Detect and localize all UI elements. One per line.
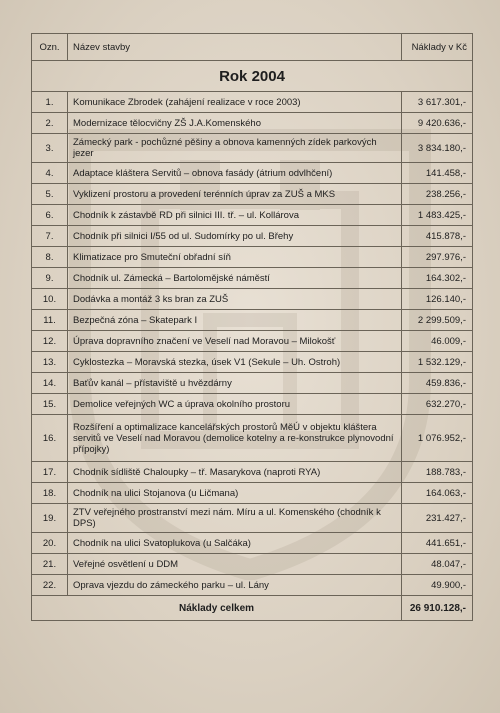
table-row: [32, 483, 473, 504]
cell-num: 4.: [32, 163, 68, 184]
cell-cost: 297.976,-: [402, 247, 473, 268]
cell-num: 3.: [32, 134, 68, 163]
year-row: [32, 61, 473, 92]
cell-cost: 46.009,-: [402, 331, 473, 352]
cell-num: 16.: [32, 415, 68, 462]
cell-name: Úprava dopravního značení ve Veselí nad Moravou – Milokošť: [68, 331, 402, 352]
table-row: [32, 394, 473, 415]
cell-cost: 49.900,-: [402, 575, 473, 596]
table-row: [32, 184, 473, 205]
cell-num: 17.: [32, 462, 68, 483]
table-row: [32, 462, 473, 483]
table-row: [32, 134, 473, 163]
table-row: [32, 504, 473, 533]
cell-name: Bezpečná zóna – Skatepark I: [68, 310, 402, 331]
table-row: [32, 226, 473, 247]
cell-name: Vyklizení prostoru a provedení terénních úprav za ZUŠ a MKS: [68, 184, 402, 205]
cell-cost: 231.427,-: [402, 504, 473, 533]
header-num: Ozn.: [32, 34, 68, 61]
cell-num: 19.: [32, 504, 68, 533]
cell-name: Chodník sídliště Chaloupky – tř. Masarykova (naproti RYA): [68, 462, 402, 483]
cell-cost: 3 834.180,-: [402, 134, 473, 163]
cell-num: 2.: [32, 113, 68, 134]
cell-name: Dodávka a montáž 3 ks bran za ZUŠ: [68, 289, 402, 310]
cell-name: Veřejné osvětlení u DDM: [68, 554, 402, 575]
cost-table: [31, 33, 473, 621]
cell-cost: 1 532.129,-: [402, 352, 473, 373]
total-row: [32, 596, 473, 621]
cell-cost: 459.836,-: [402, 373, 473, 394]
cell-num: 8.: [32, 247, 68, 268]
cell-num: 1.: [32, 92, 68, 113]
cell-cost: 1 483.425,-: [402, 205, 473, 226]
cell-cost: 164.063,-: [402, 483, 473, 504]
table-row: [32, 310, 473, 331]
cell-num: 12.: [32, 331, 68, 352]
table-row: [32, 205, 473, 226]
cell-cost: 164.302,-: [402, 268, 473, 289]
table-row: [32, 163, 473, 184]
cell-name: Zámecký park - pochůzné pěšiny a obnova kamenných zídek parkových jezer: [68, 134, 402, 163]
cell-name: Komunikace Zbrodek (zahájení realizace v roce 2003): [68, 92, 402, 113]
table-row: [32, 247, 473, 268]
cell-cost: 9 420.636,-: [402, 113, 473, 134]
cell-num: 11.: [32, 310, 68, 331]
cell-cost: 1 076.952,-: [402, 415, 473, 462]
cell-num: 14.: [32, 373, 68, 394]
table-row: [32, 268, 473, 289]
table-row: [32, 575, 473, 596]
year-title: Rok 2004: [32, 61, 473, 92]
header-name: Název stavby: [68, 34, 402, 61]
cell-num: 21.: [32, 554, 68, 575]
header-cost: Náklady v Kč: [402, 34, 473, 61]
cell-cost: 441.651,-: [402, 533, 473, 554]
cell-num: 18.: [32, 483, 68, 504]
cell-name: Chodník k zástavbě RD při silnici III. tř. – ul. Kollárova: [68, 205, 402, 226]
cell-name: Oprava vjezdu do zámeckého parku – ul. Lány: [68, 575, 402, 596]
cell-name: Chodník na ulici Svatoplukova (u Salčáka): [68, 533, 402, 554]
table-row: [32, 373, 473, 394]
cell-cost: 188.783,-: [402, 462, 473, 483]
table-row: [32, 289, 473, 310]
cost-table-sheet: [31, 33, 472, 621]
table-row: [32, 533, 473, 554]
cell-num: 15.: [32, 394, 68, 415]
table-row: [32, 415, 473, 462]
cell-name: Rozšíření a optimalizace kancelářských prostorů MěÚ v objektu kláštera servitů ve Veselí nad Moravou (demolice kotelny a re-konstrukce plynovodní přípojky): [68, 415, 402, 462]
cell-name: Chodník při silnici I/55 od ul. Sudomírky po ul. Břehy: [68, 226, 402, 247]
table-row: [32, 352, 473, 373]
cell-num: 13.: [32, 352, 68, 373]
table-row: [32, 554, 473, 575]
cell-cost: 2 299.509,-: [402, 310, 473, 331]
cell-cost: 238.256,-: [402, 184, 473, 205]
table-row: [32, 113, 473, 134]
total-cost: 26 910.128,-: [402, 596, 473, 621]
cell-num: 20.: [32, 533, 68, 554]
cell-name: Baťův kanál – přístaviště u hvězdárny: [68, 373, 402, 394]
cell-num: 9.: [32, 268, 68, 289]
cell-num: 5.: [32, 184, 68, 205]
table-row: [32, 92, 473, 113]
cell-cost: 415.878,-: [402, 226, 473, 247]
cell-num: 6.: [32, 205, 68, 226]
cell-cost: 141.458,-: [402, 163, 473, 184]
cell-cost: 3 617.301,-: [402, 92, 473, 113]
cell-name: ZTV veřejného prostranství mezi nám. Míru a ul. Komenského (chodník k DPS): [68, 504, 402, 533]
table-header-row: [32, 34, 473, 61]
cell-num: 10.: [32, 289, 68, 310]
cell-num: 7.: [32, 226, 68, 247]
cell-cost: 126.140,-: [402, 289, 473, 310]
cell-cost: 48.047,-: [402, 554, 473, 575]
cell-num: 22.: [32, 575, 68, 596]
cell-name: Modernizace tělocvičny ZŠ J.A.Komenského: [68, 113, 402, 134]
cell-name: Chodník ul. Zámecká – Bartolomějské náměstí: [68, 268, 402, 289]
cell-name: Demolice veřejných WC a úprava okolního prostoru: [68, 394, 402, 415]
cell-cost: 632.270,-: [402, 394, 473, 415]
table-row: [32, 331, 473, 352]
cell-name: Chodník na ulici Stojanova (u Ličmana): [68, 483, 402, 504]
cell-name: Cyklostezka – Moravská stezka, úsek V1 (Sekule – Uh. Ostroh): [68, 352, 402, 373]
total-label: Náklady celkem: [32, 596, 402, 621]
cell-name: Adaptace kláštera Servitů – obnova fasády (átrium odvlhčení): [68, 163, 402, 184]
cell-name: Klimatizace pro Smuteční obřadní síň: [68, 247, 402, 268]
